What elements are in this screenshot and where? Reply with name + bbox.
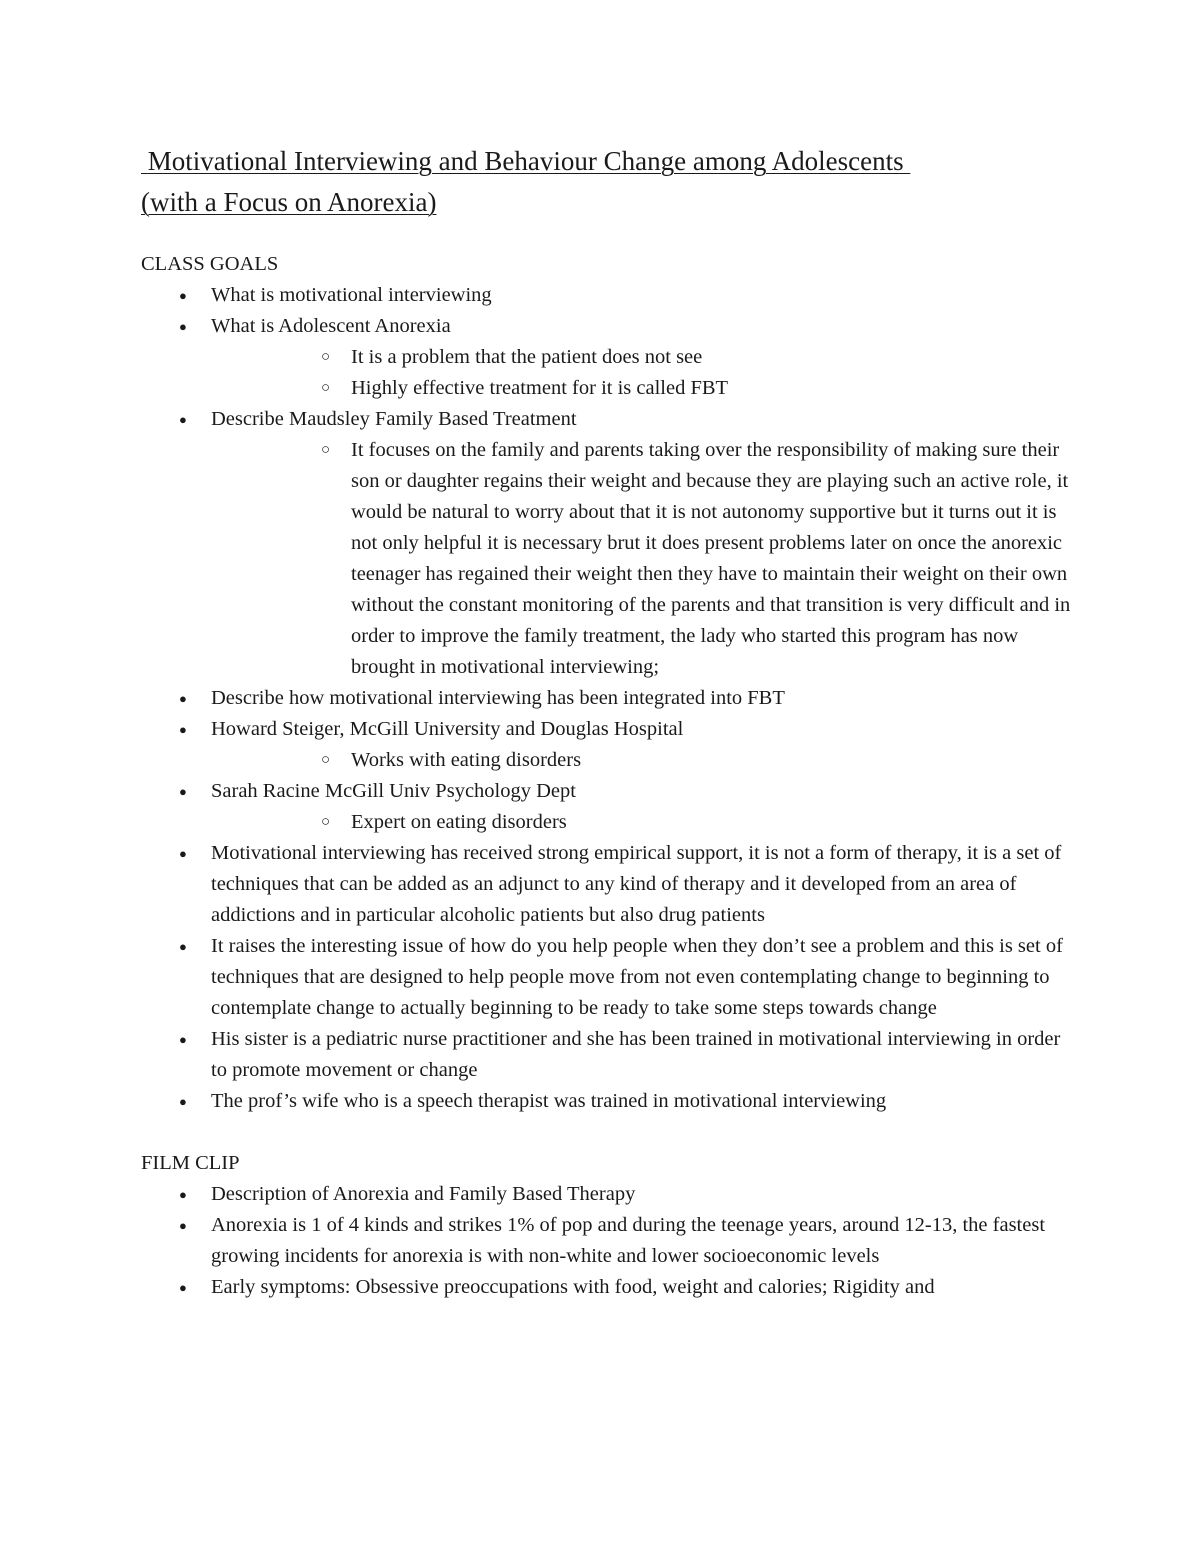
- bullet-icon: ●: [179, 319, 187, 334]
- class-goals-list: [141, 280, 1071, 1117]
- list-item-text: Description of Anorexia and Family Based Therapy: [211, 1183, 636, 1205]
- list-item-text: Describe how motivational interviewing has been integrated into FBT: [211, 687, 785, 709]
- bullet-icon: ●: [179, 691, 187, 706]
- list-item-text: It raises the interesting issue of how do you help people when they don’t see a problem and this is set of techniques that are designed to help people move from not even contemplating change to beginning to contemplate change to actually beginning to be ready to take some steps towards change: [211, 935, 1063, 1019]
- list-item-text: Describe Maudsley Family Based Treatment: [211, 408, 577, 430]
- sublist-container: [141, 807, 1071, 838]
- sublist-item: [281, 745, 1071, 776]
- bullet-icon: ●: [179, 1187, 187, 1202]
- hollow-bullet-icon: ○: [321, 442, 331, 458]
- sublist: [281, 342, 1071, 404]
- list-item: [141, 714, 1071, 745]
- sublist-item-text: Highly effective treatment for it is called FBT: [351, 377, 729, 399]
- bullet-icon: ●: [179, 1280, 187, 1295]
- list-item: [141, 931, 1071, 1024]
- list-item-text: Motivational interviewing has received strong empirical support, it is not a form of therapy, it is a set of techniques that can be added as an adjunct to any kind of therapy and it developed from an area of addictions and in particular alcoholic patients but also drug patients: [211, 842, 1062, 926]
- class-goals-heading: CLASS GOALS: [141, 253, 279, 275]
- bullet-icon: ●: [179, 722, 187, 737]
- sublist-item-text: It is a problem that the patient does not see: [351, 346, 703, 368]
- hollow-bullet-icon: ○: [321, 380, 331, 396]
- list-item: [141, 1086, 1071, 1117]
- bullet-icon: ●: [179, 939, 187, 954]
- list-item-text: Sarah Racine McGill Univ Psychology Dept: [211, 780, 576, 802]
- list-item: [141, 838, 1071, 931]
- document-title: [141, 141, 1071, 223]
- sublist-item: [281, 807, 1071, 838]
- list-item-text: Anorexia is 1 of 4 kinds and strikes 1% of pop and during the teenage years, around 12-13, the fastest growing incidents for anorexia is with non-white and lower socioeconomic levels: [211, 1214, 1046, 1267]
- bullet-icon: ●: [179, 784, 187, 799]
- sublist-item-text: Works with eating disorders: [351, 749, 582, 771]
- sublist-item-text: It focuses on the family and parents taking over the responsibility of making sure their son or daughter regains their weight and because they are playing such an active role, it would be natural to worry about that it is not autonomy supportive but it turns out it is not only helpful it is necessary brut it does present problems later on once the anorexic teenager has regained their weight then they have to maintain their weight on their own without the constant monitoring of the parents and that transition is very difficult and in order to improve the family treatment, the lady who started this program has now brought in motivational interviewing;: [351, 439, 1071, 678]
- hollow-bullet-icon: ○: [321, 752, 331, 768]
- sublist: [281, 745, 1071, 776]
- list-item-text: What is motivational interviewing: [211, 284, 492, 306]
- document-page: [141, 141, 1071, 1303]
- bullet-icon: ●: [179, 1094, 187, 1109]
- list-item: [141, 1272, 1071, 1303]
- list-item: [141, 1210, 1071, 1272]
- title-line-1: Motivational Interviewing and Behaviour Change among Adolescents: [141, 146, 911, 176]
- list-item: [141, 683, 1071, 714]
- sublist-item: [281, 373, 1071, 404]
- list-item: [141, 1179, 1071, 1210]
- sublist-item: [281, 435, 1071, 683]
- list-item-text: His sister is a pediatric nurse practitioner and she has been trained in motivational interviewing in order to promote movement or change: [211, 1028, 1061, 1081]
- sublist-container: [141, 435, 1071, 683]
- list-item: [141, 404, 1071, 435]
- sublist-item: [281, 342, 1071, 373]
- list-item-text: Howard Steiger, McGill University and Douglas Hospital: [211, 718, 684, 740]
- list-item-text: Early symptoms: Obsessive preoccupations with food, weight and calories; Rigidity and: [211, 1276, 935, 1298]
- sublist-container: [141, 745, 1071, 776]
- bullet-icon: ●: [179, 412, 187, 427]
- sublist: [281, 435, 1071, 683]
- bullet-icon: ●: [179, 288, 187, 303]
- title-line-2: (with a Focus on Anorexia): [141, 187, 437, 217]
- film-clip-heading: FILM CLIP: [141, 1152, 240, 1174]
- hollow-bullet-icon: ○: [321, 349, 331, 365]
- list-item: [141, 311, 1071, 342]
- list-item-text: What is Adolescent Anorexia: [211, 315, 451, 337]
- section-spacer: [141, 1117, 1071, 1148]
- list-item: [141, 776, 1071, 807]
- hollow-bullet-icon: ○: [321, 814, 331, 830]
- film-clip-list: [141, 1179, 1071, 1303]
- sublist-item-text: Expert on eating disorders: [351, 811, 567, 833]
- list-item: [141, 1024, 1071, 1086]
- list-item-text: The prof’s wife who is a speech therapist was trained in motivational interviewing: [211, 1090, 887, 1112]
- bullet-icon: ●: [179, 846, 187, 861]
- sublist: [281, 807, 1071, 838]
- list-item: [141, 280, 1071, 311]
- bullet-icon: ●: [179, 1218, 187, 1233]
- sublist-container: [141, 342, 1071, 404]
- bullet-icon: ●: [179, 1032, 187, 1047]
